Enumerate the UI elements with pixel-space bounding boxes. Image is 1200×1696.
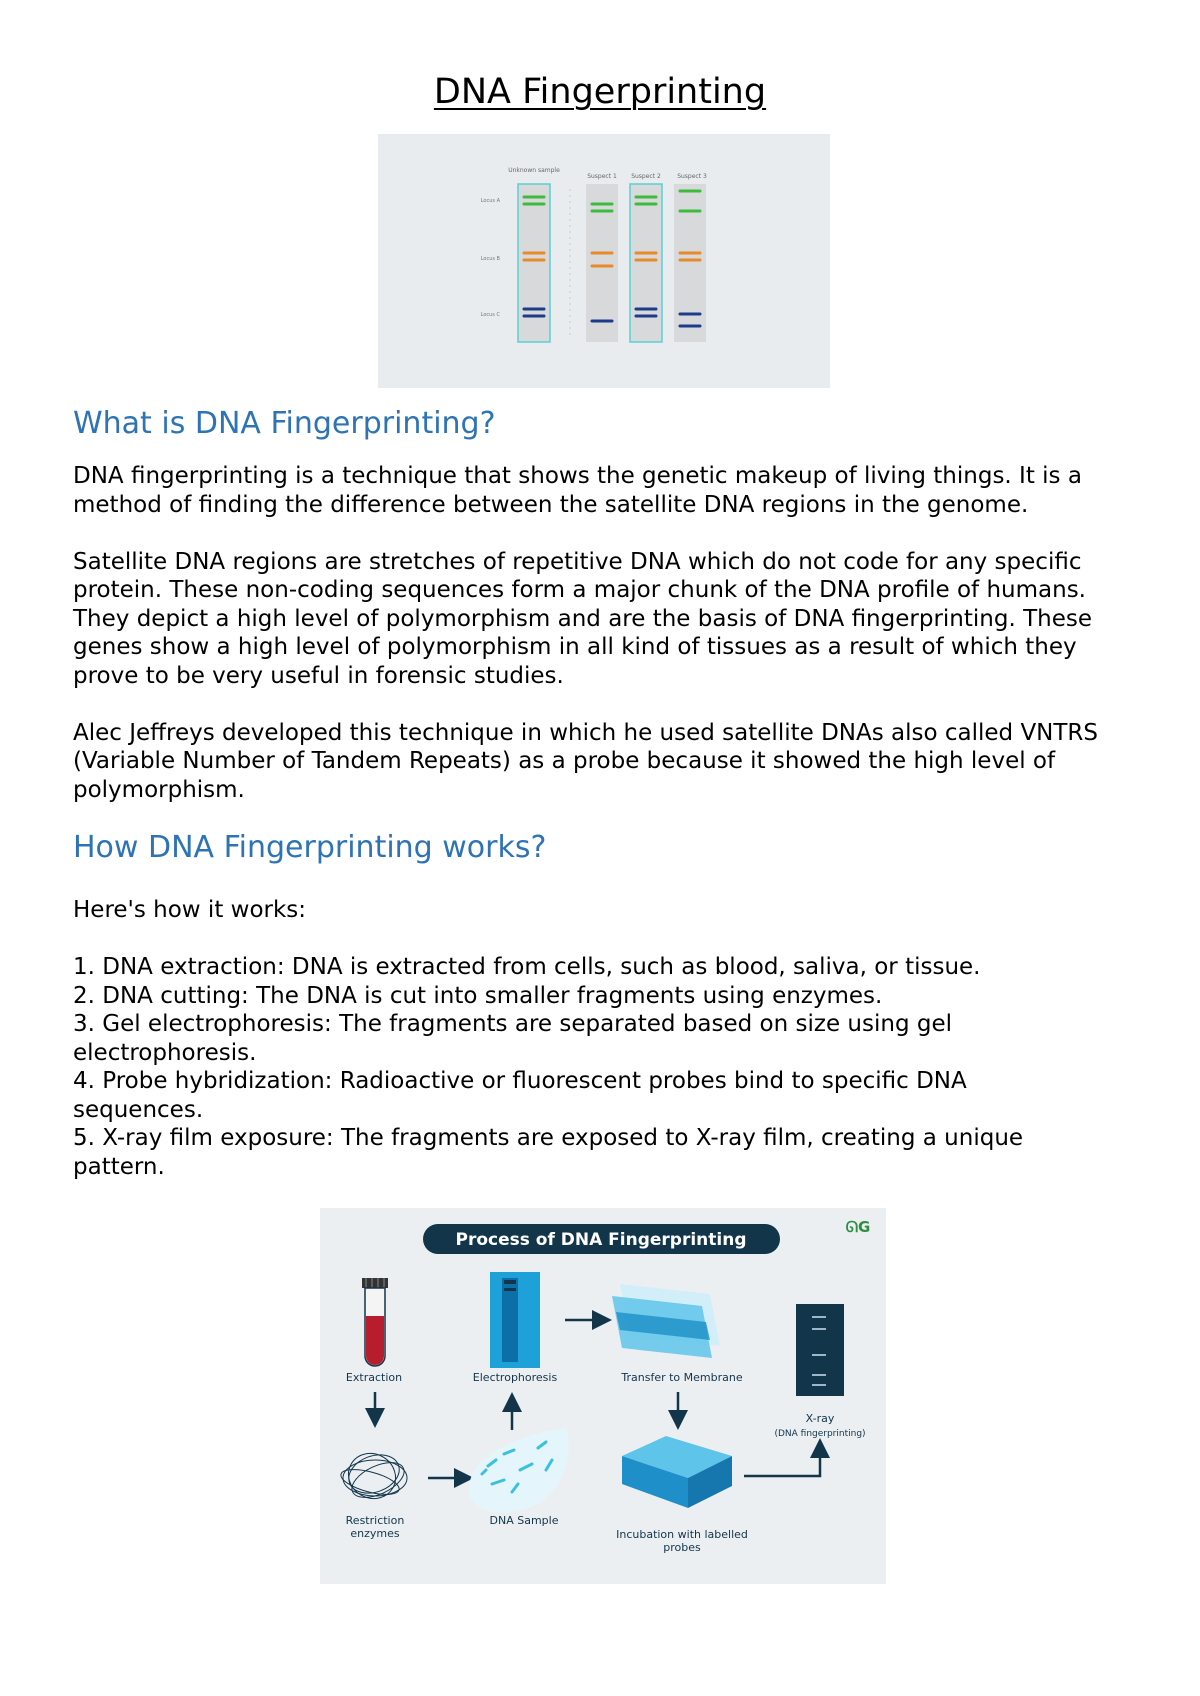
label-transfer: Transfer to Membrane — [621, 1371, 743, 1384]
label-sample: DNA Sample — [489, 1514, 559, 1527]
section-heading-how: How DNA Fingerprinting works? — [73, 830, 547, 865]
paragraph-definition: DNA fingerprinting is a technique that shows the genetic makeup of living things. It is a method of finding the difference between the satellite DNA regions in the genome. — [73, 463, 1082, 518]
lane-suspect-1 — [586, 184, 618, 342]
dna-gel-figure — [378, 134, 830, 388]
label-incubation: Incubation with labelled — [616, 1528, 748, 1541]
step-item: 5. X-ray film exposure: The fragments are exposed to X-ray film, creating a unique pattern. — [73, 1125, 1024, 1180]
label-restriction: Restriction — [345, 1514, 405, 1527]
label-extraction: Extraction — [345, 1371, 403, 1384]
restriction-enzymes-icon — [338, 1445, 409, 1507]
page-title: DNA Fingerprinting — [433, 72, 767, 112]
dna-sample-icon — [469, 1428, 569, 1512]
step-item: 3. Gel electrophoresis: The fragments are separated based on size using gel electrophoresis. — [73, 1011, 952, 1066]
label-xray: X-ray — [805, 1412, 835, 1425]
lane-suspect-2 — [630, 184, 662, 342]
arrow-elbow-icon — [744, 1448, 820, 1476]
xray-film-icon — [796, 1304, 844, 1396]
electrophoresis-gel-icon — [490, 1272, 540, 1368]
row-label-c: Locus C — [480, 312, 500, 318]
section-how-body — [73, 896, 1143, 1181]
label-incubation-2: probes — [663, 1541, 701, 1554]
process-title: Process of DNA Fingerprinting — [455, 1230, 747, 1250]
lane-label-suspect-2: Suspect 2 — [631, 173, 661, 180]
lane-label-suspect-3: Suspect 3 — [677, 173, 707, 180]
row-label-b: Locus B — [480, 256, 500, 262]
lane-unknown — [518, 184, 550, 342]
section-what-body — [73, 462, 1143, 804]
process-figure — [320, 1208, 886, 1584]
step-item: 1. DNA extraction: DNA is extracted from cells, such as blood, saliva, or tissue. — [73, 954, 981, 980]
label-xray-sub: (DNA fingerprinting) — [774, 1429, 866, 1439]
gel-svg — [378, 134, 830, 388]
membrane-icon — [612, 1284, 720, 1358]
label-electrophoresis: Electrophoresis — [472, 1371, 558, 1384]
step-item: 4. Probe hybridization: Radioactive or fluorescent probes bind to specific DNA sequences. — [73, 1068, 967, 1123]
paragraph-satellite: Satellite DNA regions are stretches of repetitive DNA which do not code for any specific protein. These non-coding sequences form a major chunk of the DNA profile of humans. They depict a high level of polymorphism and are the basis of DNA fingerprinting. These genes show a high level of polymorphism in all kind of tissues as a result of which they prove to be very useful in forensic studies. — [73, 548, 1092, 689]
lane-label-unknown: Unknown sample — [508, 167, 560, 174]
process-svg — [320, 1208, 886, 1584]
test-tube-icon — [362, 1278, 388, 1366]
incubation-tray-icon — [622, 1436, 732, 1508]
label-restriction-2: enzymes — [350, 1527, 400, 1540]
row-label-a: Locus A — [480, 198, 500, 204]
intro-text: Here's how it works: — [73, 897, 307, 923]
brand-logo: ᘏG — [845, 1218, 871, 1236]
step-item: 2. DNA cutting: The DNA is cut into smaller fragments using enzymes. — [73, 982, 883, 1009]
lane-label-suspect-1: Suspect 1 — [587, 173, 617, 180]
paragraph-jeffreys: Alec Jeffreys developed this technique in which he used satellite DNAs also called VNTRS (Variable Number of Tandem Repeats) as a probe because it showed the high level of polymorphism. — [73, 719, 1099, 803]
section-heading-what: What is DNA Fingerprinting? — [73, 406, 496, 441]
lane-suspect-3 — [674, 184, 706, 342]
